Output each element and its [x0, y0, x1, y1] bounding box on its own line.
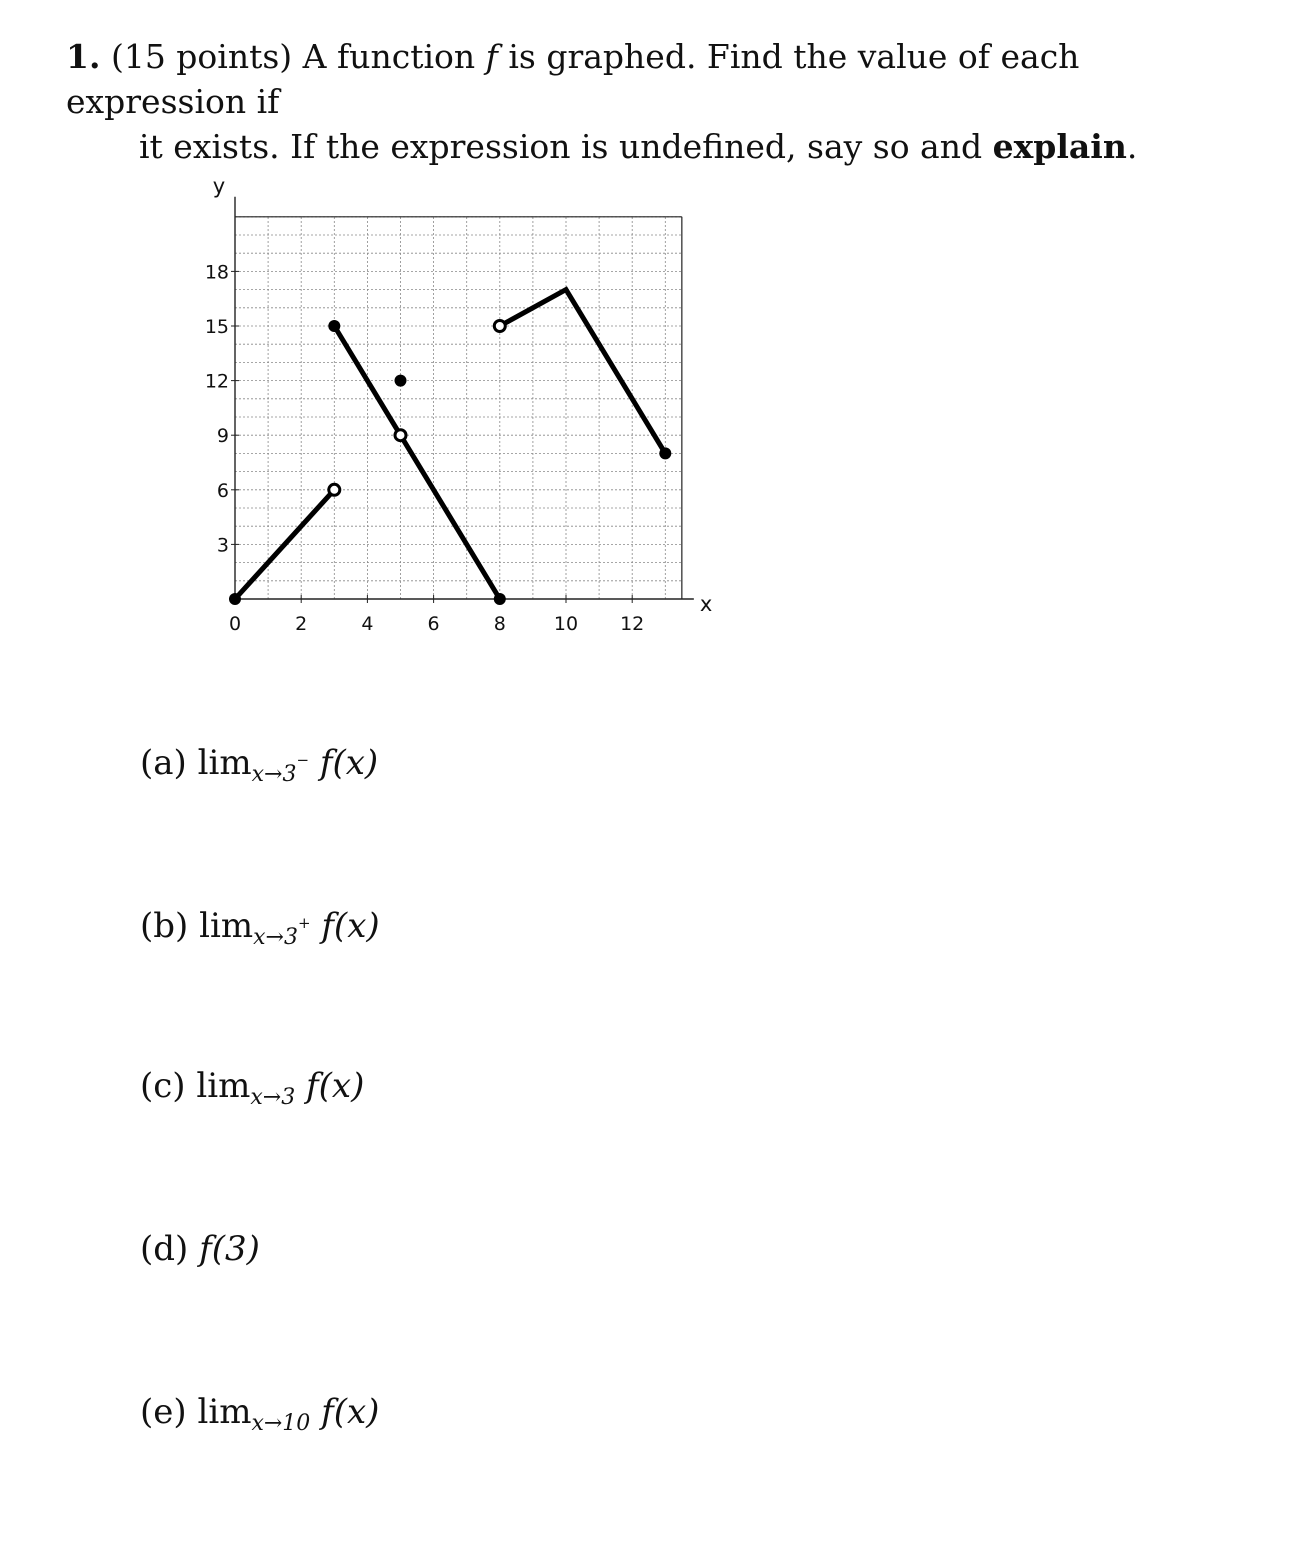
- y-tick-label: 9: [216, 425, 229, 448]
- y-axis-label: y: [212, 173, 226, 198]
- problem-text-a: (15 points) A function: [110, 37, 476, 76]
- lim-word: lim: [197, 743, 252, 783]
- problem-statement: [66, 34, 1256, 169]
- problem-number: 1.: [66, 37, 101, 76]
- lim-subscript: x→10: [251, 1411, 311, 1436]
- function-expression: f(x): [321, 1392, 380, 1432]
- lim-subscript: x→3: [253, 925, 298, 950]
- function-expression: f(3): [199, 1229, 260, 1269]
- problem-text-b: is graphed. Find the value of each expression if: [66, 37, 1080, 121]
- x-tick-label: 6: [427, 613, 440, 635]
- question-part: [140, 740, 378, 795]
- open-point: [395, 430, 406, 441]
- lim-side: +: [297, 914, 311, 932]
- closed-point: [494, 593, 506, 605]
- part-label: (c): [140, 1066, 186, 1106]
- question-part: [140, 903, 380, 958]
- y-tick-label: 15: [204, 316, 229, 338]
- graph-segment: [334, 326, 500, 599]
- open-point: [494, 321, 505, 332]
- grid: [235, 217, 682, 599]
- function-graph: [195, 172, 725, 642]
- question-part: [140, 1229, 260, 1269]
- graph-segment: [500, 290, 666, 454]
- lim-side: −: [296, 751, 310, 769]
- part-label: (d): [140, 1229, 189, 1269]
- x-tick-label: 12: [620, 613, 645, 635]
- x-axis-label: x: [699, 592, 713, 616]
- y-tick-label: 18: [204, 261, 229, 284]
- part-label: (b): [140, 906, 189, 946]
- function-expression: f(x): [306, 1066, 365, 1106]
- problem-line-2: [66, 124, 1256, 169]
- function-expression: f(x): [321, 906, 380, 946]
- x-tick-label: 10: [553, 613, 579, 635]
- function-symbol: f: [485, 37, 498, 76]
- closed-point: [659, 447, 671, 459]
- lim-subscript: x→3: [251, 762, 297, 787]
- x-tick-label: 4: [361, 613, 374, 635]
- closed-point: [229, 593, 241, 605]
- closed-point: [395, 375, 407, 387]
- question-part: [140, 1392, 379, 1444]
- y-tick-label: 3: [216, 534, 229, 557]
- open-point: [329, 484, 340, 495]
- function-expression: f(x): [319, 743, 379, 783]
- lim-word: lim: [199, 906, 254, 946]
- problem-text-c: it exists. If the expression is undefined, say so and: [139, 127, 983, 166]
- closed-point: [328, 320, 340, 332]
- x-tick-label: 8: [493, 613, 506, 635]
- x-tick-label: 2: [295, 613, 308, 635]
- x-tick-label: 0: [228, 613, 242, 635]
- lim-word: lim: [196, 1066, 251, 1106]
- part-label: (a): [140, 743, 187, 783]
- graph-segments: [235, 290, 665, 599]
- lim-subscript: x→3: [250, 1085, 296, 1110]
- part-label: (e): [140, 1392, 187, 1432]
- lim-word: lim: [197, 1392, 252, 1432]
- question-part: [140, 1066, 364, 1118]
- end-punct: .: [1126, 127, 1138, 166]
- y-tick-label: 6: [216, 479, 229, 502]
- emphasis-explain: explain: [992, 127, 1127, 166]
- y-tick-label: 12: [204, 370, 229, 393]
